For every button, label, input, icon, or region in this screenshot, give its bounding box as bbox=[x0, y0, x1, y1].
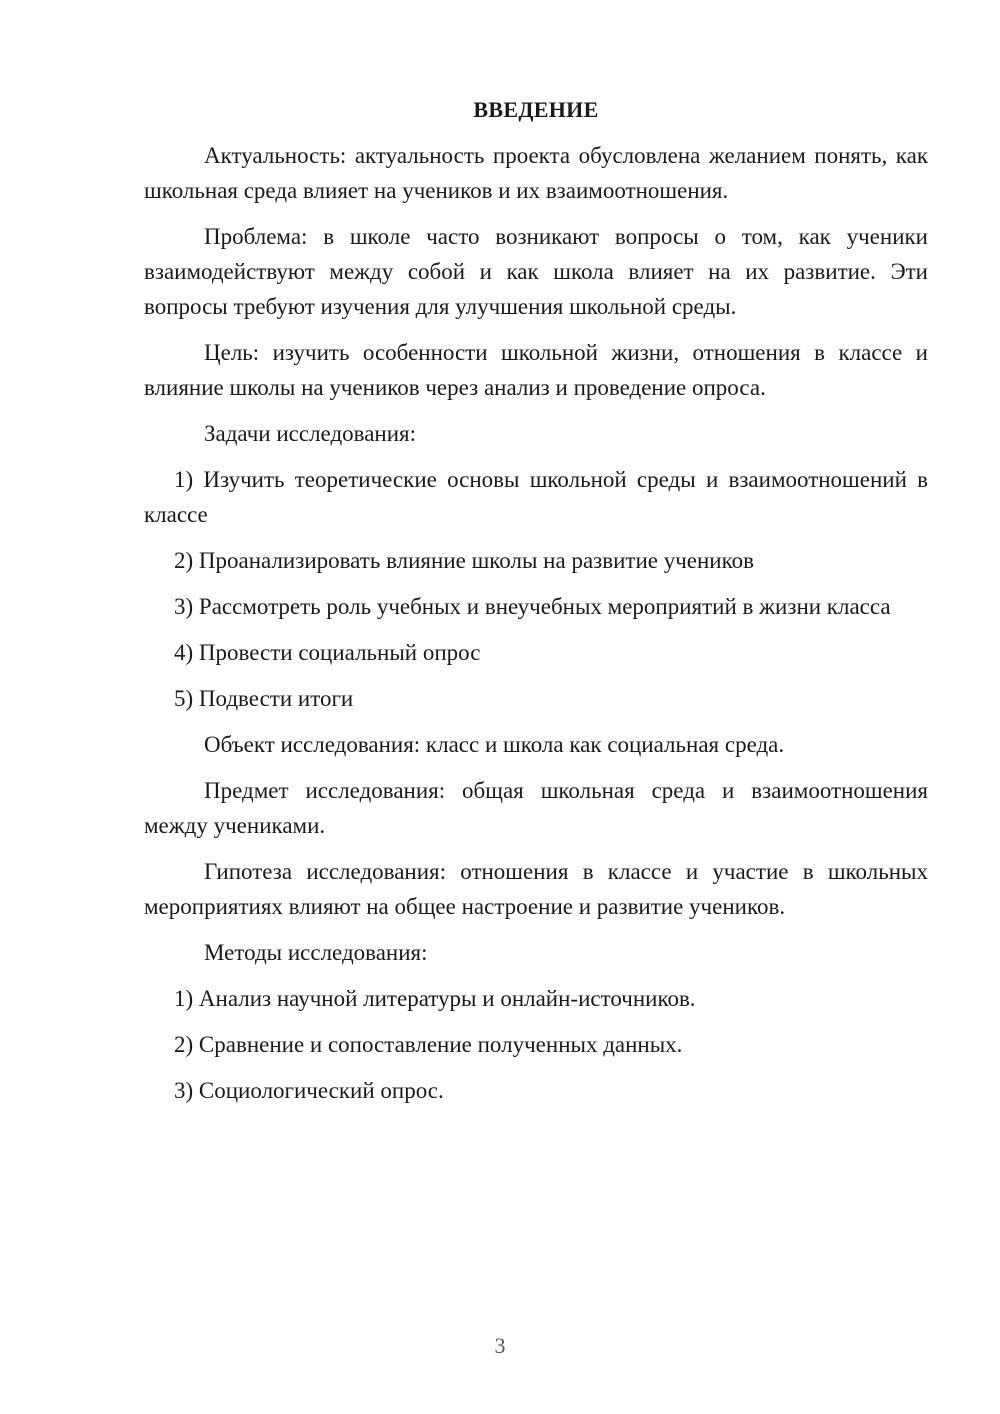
method-item-2: 2) Сравнение и сопоставление полученных данных. bbox=[174, 1032, 683, 1057]
page-number: 3 bbox=[494, 1333, 506, 1358]
subject-paragraph: Предмет исследования: общая школьная среда и взаимоотношения между учениками. bbox=[144, 778, 928, 838]
object-paragraph: Объект исследования: класс и школа как социальная среда. bbox=[204, 732, 785, 757]
method-item-3: 3) Социологический опрос. bbox=[174, 1078, 444, 1103]
methods-heading: Методы исследования: bbox=[204, 940, 428, 965]
tasks-heading: Задачи исследования: bbox=[204, 421, 417, 446]
problem-paragraph: Проблема: в школе часто возникают вопросы о том, как ученики взаимодействуют между собой и как школа влияет на их развитие. Эти вопросы требуют изучения для улучшения школьной среды. bbox=[144, 224, 928, 319]
task-item-3: 3) Рассмотреть роль учебных и внеучебных мероприятий в жизни класса bbox=[174, 594, 891, 619]
task-item-5: 5) Подвести итоги bbox=[174, 686, 354, 711]
page-content bbox=[144, 92, 928, 1119]
task-item-4: 4) Провести социальный опрос bbox=[174, 640, 481, 665]
section-title: ВВЕДЕНИЕ bbox=[473, 97, 599, 122]
relevance-paragraph: Актуальность: актуальность проекта обусловлена желанием понять, как школьная среда влияет на учеников и их взаимоотношения. bbox=[144, 143, 928, 203]
goal-paragraph: Цель: изучить особенности школьной жизни, отношения в классе и влияние школы на учеников через анализ и проведение опроса. bbox=[144, 340, 928, 400]
task-item-2: 2) Проанализировать влияние школы на развитие учеников bbox=[174, 548, 754, 573]
task-item-1: 1) Изучить теоретические основы школьной среды и взаимоотношений в классе bbox=[144, 467, 928, 527]
method-item-1: 1) Анализ научной литературы и онлайн-источников. bbox=[174, 986, 696, 1011]
hypothesis-paragraph: Гипотеза исследования: отношения в классе и участие в школьных мероприятиях влияют на общее настроение и развитие учеников. bbox=[144, 859, 928, 919]
